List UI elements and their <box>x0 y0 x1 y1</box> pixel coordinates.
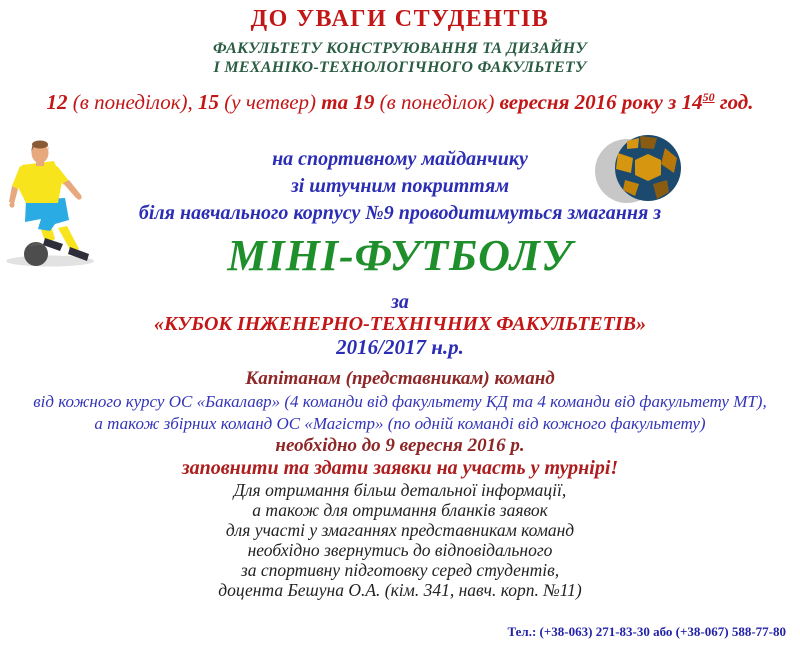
venue-line-2: зі штучним покриттям <box>290 175 510 197</box>
info-line-2: а також для отримання бланків заявок <box>252 500 548 520</box>
info-line-3: для участі у змаганнях представникам команд <box>225 520 575 540</box>
schedule-day3: 19 <box>353 90 375 114</box>
master-teams-line: а також збірних команд ОС «Магістр» (по одній команді від кожного факультету) <box>94 414 706 433</box>
schedule-day2: 15 <box>198 90 220 114</box>
schedule-line <box>0 90 800 115</box>
event-title: МІНІ-ФУТБОЛУ <box>227 231 573 280</box>
schedule-day1-note: (в понеділок), <box>72 90 193 114</box>
captains-line: Капітанам (представникам) команд <box>245 368 555 389</box>
schedule-hour-suffix: год. <box>719 90 754 114</box>
poster-title: ДО УВАГИ СТУДЕНТІВ <box>250 6 550 32</box>
info-line-5: за спортивну підготовку серед студентів, <box>240 560 560 580</box>
event-preposition: за <box>391 291 409 313</box>
schedule-conjunction: та <box>321 90 349 114</box>
cup-title: «КУБОК ІНЖЕНЕРНО-ТЕХНІЧНИХ ФАКУЛЬТЕТІВ» <box>154 313 646 335</box>
faculty-line-2: І МЕХАНІКО-ТЕХНОЛОГІЧНОГО ФАКУЛЬТЕТУ <box>213 59 587 76</box>
info-line-4: необхідно звернутись до відповідального <box>247 540 553 560</box>
venue-line-1: на спортивному майданчику <box>272 148 528 170</box>
info-line-1: Для отримання більш детальної інформації, <box>233 480 567 500</box>
schedule-day1: 12 <box>46 90 68 114</box>
schedule-day3-note: (в понеділок) <box>379 90 495 114</box>
bachelor-teams-line: від кожного курсу ОС «Бакалавр» (4 команди від факультету КД та 4 команди від факультету МТ), <box>33 392 767 411</box>
schedule-day2-note: (у четвер) <box>224 90 317 114</box>
deadline-line: необхідно до 9 вересня 2016 р. <box>275 435 525 456</box>
schedule-minutes-superscript: 50 <box>702 90 715 104</box>
season-line: 2016/2017 н.р. <box>336 335 464 359</box>
phone-line: Тел.: (+38-063) 271-83-30 або (+38-067) 588-77-80 <box>507 624 786 639</box>
faculty-line-1: ФАКУЛЬТЕТУ КОНСТРУЮВАННЯ ТА ДИЗАЙНУ <box>213 40 587 57</box>
venue-line-3: біля навчального корпусу №9 проводитимуться змагання з <box>138 202 662 224</box>
action-line: заповнити та здати заявки на участь у турнірі! <box>181 457 619 479</box>
schedule-month-year: вересня 2016 року з <box>499 90 677 114</box>
schedule-hour: 14 <box>681 90 703 114</box>
info-line-6: доцента Бешуна О.А. (кім. 341, навч. корп. №11) <box>218 580 582 600</box>
